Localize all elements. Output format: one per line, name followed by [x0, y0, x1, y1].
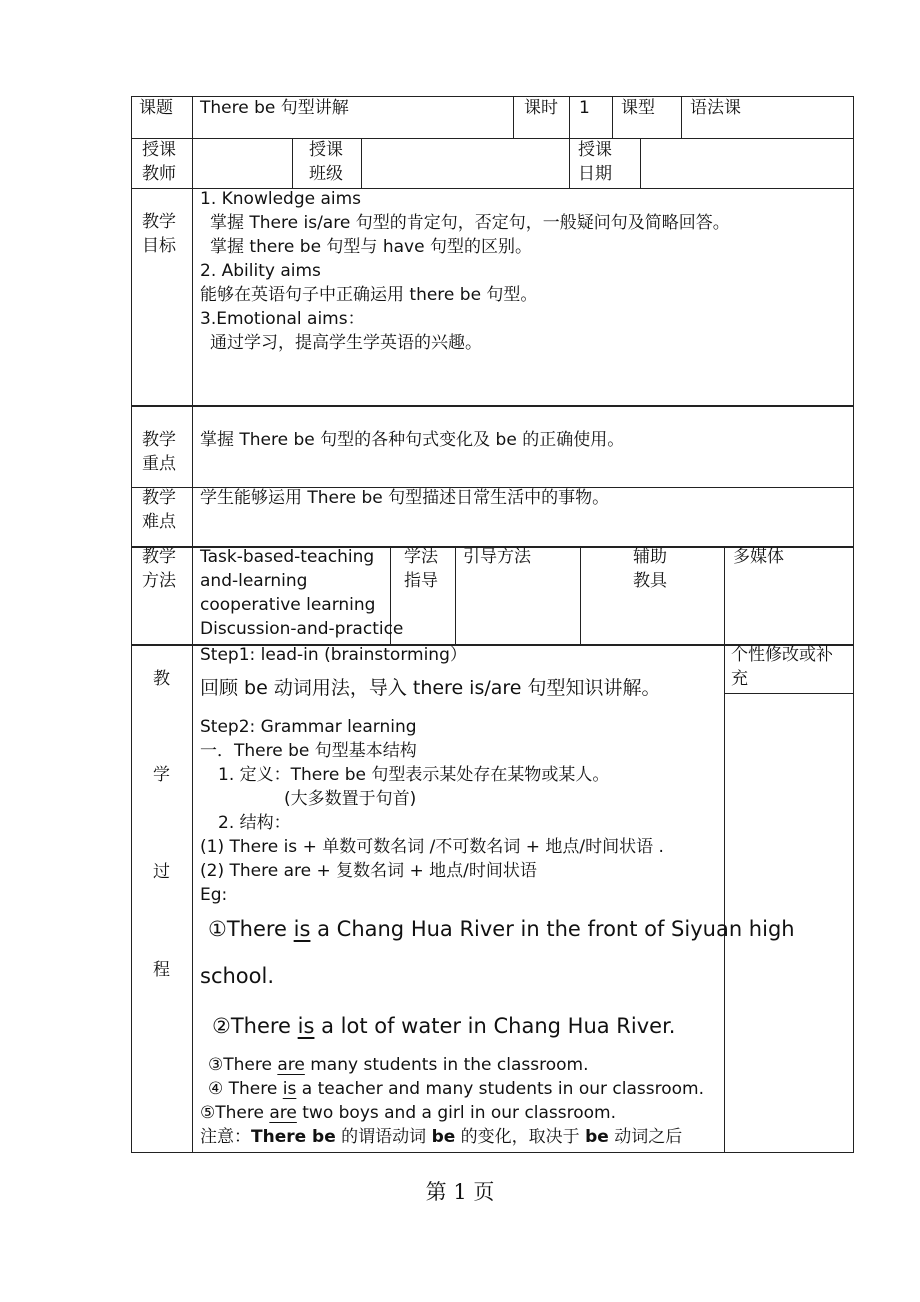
example-3-pre: ③There [208, 1055, 278, 1075]
structure-title: 2. 结构： [218, 813, 291, 833]
example-3-post: many students in the classroom. [304, 1055, 589, 1075]
key-points-label: 教学 重点 [142, 430, 176, 474]
col-divider [361, 138, 362, 188]
type-value: 语法课 [690, 98, 741, 118]
step1-text: 回顾 be 动词用法，导入 there is/are 句型知识讲解。 [200, 677, 661, 699]
side-divider [724, 693, 853, 694]
table-border-right [853, 96, 854, 1153]
study-guide-label: 学法 指导 [404, 547, 438, 591]
example-2 [212, 1011, 675, 1041]
note-be-2: be [585, 1127, 609, 1147]
example-2-verb: is [297, 1014, 315, 1038]
period-label: 课时 [524, 98, 558, 118]
example-3-verb: are [277, 1055, 305, 1075]
example-5-pre: ⑤There [200, 1103, 270, 1123]
side-column-header: 个性修改或补充 [731, 645, 833, 689]
note-mid-1: 的谓语动词 [335, 1127, 432, 1147]
key-points-text: 掌握 There be 句型的各种句式变化及 be 的正确使用。 [200, 430, 625, 450]
emotional-aims-title: 3.Emotional aims： [200, 309, 365, 329]
structure-line-1: (1) There is + 单数可数名词 /不可数名词 + 地点/时间状语 . [200, 837, 664, 857]
example-5 [200, 1101, 616, 1125]
method-item: Task-based-teaching [200, 547, 375, 567]
emotional-aim-1: 通过学习，提高学生学英语的兴趣。 [210, 333, 482, 353]
ability-aim-1: 能够在英语句子中正确运用 there be 句型。 [200, 285, 538, 305]
definition-line: 1. 定义：There be 句型表示某处存在某物或某人。 [218, 765, 610, 785]
example-2-pre: ②There [212, 1014, 298, 1038]
example-4-post: a teacher and many students in our classroom. [296, 1079, 704, 1099]
method-item: and-learning [200, 571, 308, 591]
row-divider [131, 138, 853, 139]
difficulties-label: 教学 难点 [142, 488, 176, 532]
col-divider [640, 138, 641, 188]
example-1-continued: school. [200, 964, 275, 988]
label-column-divider [192, 96, 193, 1153]
methods-label: 教学 方法 [142, 547, 176, 591]
process-label-char: 过 [153, 862, 170, 882]
process-label-char: 程 [153, 960, 170, 980]
step1-title: Step1: lead-in (brainstorming） [200, 645, 467, 665]
structure-line-2: (2) There are + 复数名词 + 地点/时间状语 [200, 861, 537, 881]
method-item: Discussion-and-practice [200, 619, 404, 639]
example-5-verb: are [269, 1103, 297, 1123]
teacher-label: 授课 教师 [142, 140, 176, 184]
aims-label: 教学 目标 [142, 212, 176, 256]
col-divider [455, 546, 456, 644]
note-there-be: There be [251, 1127, 336, 1147]
type-label: 课型 [621, 98, 655, 118]
page-footer: 第 1 页 [425, 1180, 495, 1204]
section1-title: 一．There be 句型基本结构 [200, 741, 417, 761]
col-divider [580, 546, 581, 644]
col-divider [612, 96, 613, 138]
definition-note: (大多数置于句首) [284, 789, 417, 809]
example-1-pre: ①There [208, 917, 294, 941]
example-4 [208, 1077, 704, 1101]
step2-title: Step2: Grammar learning [200, 717, 417, 737]
example-4-verb: is [282, 1079, 297, 1099]
date-label: 授课 日期 [578, 140, 612, 184]
class-label: 授课 班级 [309, 140, 343, 184]
example-1-verb: is [293, 917, 311, 941]
col-divider [292, 138, 293, 188]
knowledge-aim-2: 掌握 there be 句型与 have 句型的区别。 [210, 237, 532, 257]
note-be-1: be [431, 1127, 456, 1147]
table-border-left [131, 96, 132, 1153]
knowledge-aims-title: 1. Knowledge aims [200, 189, 362, 209]
topic-value: There be 句型讲解 [200, 98, 349, 118]
teaching-aids-value: 多媒体 [733, 547, 784, 567]
col-divider [569, 96, 570, 138]
difficulties-text: 学生能够运用 There be 句型描述日常生活中的事物。 [200, 488, 610, 508]
col-divider [513, 96, 514, 138]
period-value: 1 [579, 98, 590, 118]
study-guide-value: 引导方法 [463, 547, 531, 567]
method-item: cooperative learning [200, 595, 376, 615]
note-line [200, 1125, 682, 1149]
example-3 [208, 1053, 589, 1077]
col-divider [681, 96, 682, 138]
knowledge-aim-1: 掌握 There is/are 句型的肯定句，否定句，一般疑问句及简略回答。 [210, 213, 730, 233]
topic-label: 课题 [139, 98, 173, 118]
ability-aims-title: 2. Ability aims [200, 261, 321, 281]
side-column-divider [724, 644, 725, 1152]
example-5-post: two boys and a girl in our classroom. [296, 1103, 617, 1123]
note-end: 动词之后 [608, 1127, 683, 1147]
note-prefix: 注意： [200, 1127, 251, 1147]
teaching-aids-label: 辅助 教具 [633, 547, 667, 591]
col-divider [724, 546, 725, 644]
example-1 [208, 914, 795, 944]
example-2-post: a lot of water in Chang Hua River. [314, 1014, 676, 1038]
col-divider [569, 138, 570, 188]
row-divider [131, 405, 853, 407]
note-mid-2: 的变化，取决于 [455, 1127, 586, 1147]
process-label-char: 教 [153, 669, 170, 689]
eg-label: Eg: [200, 885, 228, 905]
example-4-pre: ④ There [208, 1079, 283, 1099]
example-1-post: a Chang Hua River in the front of Siyuan high [310, 917, 795, 941]
table-border-bottom [131, 1152, 853, 1153]
process-label-char: 学 [153, 765, 170, 785]
